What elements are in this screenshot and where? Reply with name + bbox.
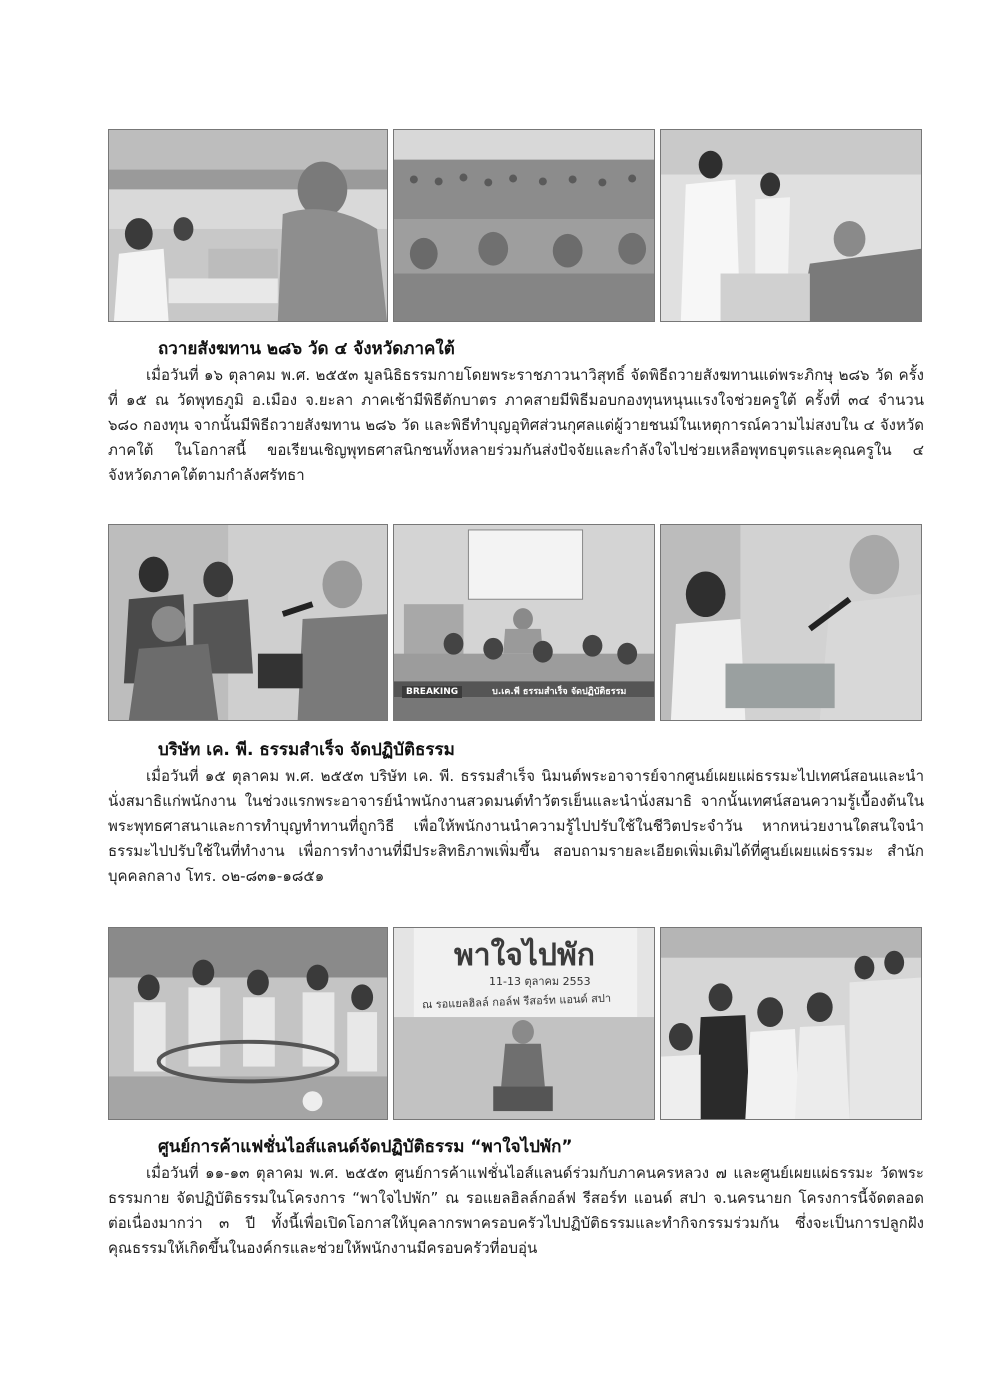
tv-ticker-tag: BREAKING: [402, 686, 462, 698]
section-2-body-text: เมื่อวันที่ ๑๕ ตุลาคม พ.ศ. ๒๕๕๓ บริษัท เค. พี. ธรรมสำเร็จ นิมนต์พระอาจารย์จากศูนย์เผยแผ่ธรรมะไปเทศน์สอนและนำนั่งสมาธิแก่พนักงาน ในช่วงแรกพระอาจารย์นำพนักงานสวดมนต์ทำวัตรเย็นและนำนั่งสมาธิ จากนั้นเทศน์สอนความรู้เบื้องต้นในพระพุทธศาสนาและการทำบุญทำทานที่ถูกวิธี เพื่อให้พนักงานนำความรู้ไปปรับใช้ในชีวิตประจำวัน หากหน่วยงานใดสนใจนำธรรมะไปปรับใช้ในที่ทำงาน เพื่อการทำงานที่มีประสิทธิภาพเพิ่มขึ้น สอบถามรายละเอียดเพิ่มเติมได้ที่ศูนย์เผยแผ่ธรรมะ สำนักบุคคลกลาง โทร. ๐๒-๘๓๑-๑๘๕๑: [108, 767, 924, 885]
photo-seated-participants: [660, 927, 922, 1120]
tv-ticker: [402, 684, 626, 698]
banner-venue: ณ รอแยลฮิลล์ กอล์ฟ รีสอร์ท แอนด์ สปา: [421, 991, 612, 1012]
section-1-body-text: เมื่อวันที่ ๑๖ ตุลาคม พ.ศ. ๒๕๕๓ มูลนิธิธรรมกายโดยพระราชภาวนาวิสุทธิ์ จัดพิธีถวายสังฆทานแด่พระภิกษุ ๒๘๖ วัด ครั้งที่ ๑๕ ณ วัดพุทธภูมิ อ.เมือง จ.ยะลา ภาคเช้ามีพิธีตักบาตร ภาคสายมีพิธีมอบกองทุนหนุนแรงใจช่วยครูใต้ ครั้งที่ ๓๔ จำนวน ๖๘๐ กองทุน จากนั้นมีพิธีถวายสังฆทาน ๒๘๖ วัด และพิธีทำบุญอุทิศส่วนกุศลแด่ผู้วายชนม์ในเหตุการณ์ความไม่สงบใน ๔ จังหวัดภาคใต้ ในโอกาสนี้ ขอเรียนเชิญพุทธศาสนิกชนทั้งหลายร่วมกันส่งปัจจัยและกำลังใจไปช่วยเหลือพุทธบุตรและคุณครูใน ๔ จังหวัดภาคใต้ตามกำลังศรัทธา: [108, 366, 924, 484]
section-1-body: [108, 363, 924, 488]
photo-row-1: [108, 129, 922, 322]
photo-meditation-class-screen: [393, 524, 655, 721]
section-1-heading: ถวายสังฆทาน ๒๘๖ วัด ๔ จังหวัดภาคใต้: [158, 339, 455, 359]
photo-group-activity-circle: [108, 927, 388, 1120]
section-3-heading: ศูนย์การค้าแฟชั่นไอส์แลนด์จัดปฏิบัติธรรม “พาใจไปพัก”: [158, 1137, 573, 1157]
photo-monk-interview-mic: [108, 524, 388, 721]
photo-monks-receiving-offerings: [108, 129, 388, 322]
section-2-heading: บริษัท เค. พี. ธรรมสำเร็จ จัดปฏิบัติธรรม: [158, 740, 455, 760]
photo-offering-to-monks: [660, 129, 922, 322]
section-3-body: [108, 1161, 924, 1261]
photo-row-2: [108, 524, 922, 721]
photo-row-3: [108, 927, 922, 1120]
section-3-body-text: เมื่อวันที่ ๑๑-๑๓ ตุลาคม พ.ศ. ๒๕๕๓ ศูนย์การค้าแฟชั่นไอส์แลนด์ร่วมกับภาคนครหลวง ๗ และศูนย์เผยแผ่ธรรมะ วัดพระธรรมกาย จัดปฏิบัติธรรมในโครงการ “พาใจไปพัก” ณ รอแยลฮิลล์กอล์ฟ รีสอร์ท แอนด์ สปา จ.นครนายก โครงการนี้จัดตลอดต่อเนื่องมากว่า ๓ ปี ทั้งนี้เพื่อเปิดโอกาสให้บุคลากรพาครอบครัวไปปฏิบัติธรรมและทำกิจกรรมร่วมกัน ซึ่งจะเป็นการปลูกฝังคุณธรรมให้เกิดขึ้นในองค์กรและช่วยให้พนักงานมีครอบครัวที่อบอุ่น: [108, 1164, 924, 1257]
section-2-body: [108, 764, 924, 889]
photo-monks-seated-hall: [393, 129, 655, 322]
banner-title: พาใจไปพัก: [454, 938, 595, 973]
banner-dates: 11-13 ตุลาคม 2553: [489, 975, 591, 988]
photo-banner-monk-lecture: [393, 927, 655, 1120]
photo-girl-with-monk: [660, 524, 922, 721]
tv-ticker-caption: บ.เค.พี ธรรมสำเร็จ จัดปฏิบัติธรรม: [492, 687, 627, 697]
